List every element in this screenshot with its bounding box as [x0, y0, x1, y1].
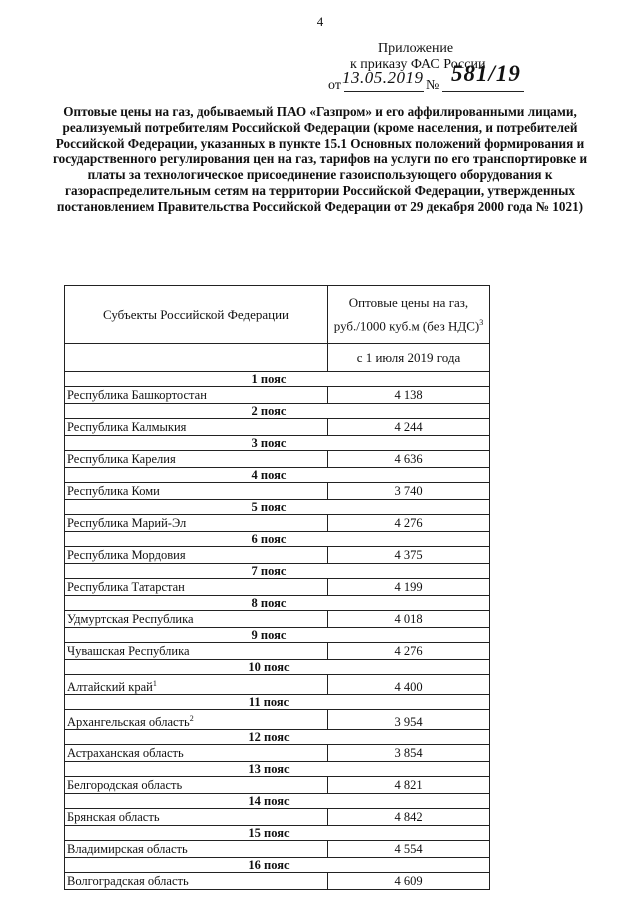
table-row [65, 710, 490, 730]
zone-label: 15 пояс [65, 826, 490, 841]
zone-label: 11 пояс [65, 695, 490, 710]
appendix-header [330, 41, 520, 95]
column-header-prices-line2: руб./1000 куб.м (без НДС) [333, 318, 480, 334]
number-underline [442, 91, 524, 92]
zone-row [65, 564, 490, 579]
date-row [65, 344, 490, 372]
table-row [65, 809, 490, 826]
zone-label: 1 пояс [65, 372, 490, 387]
price-cell: 4 138 [328, 387, 490, 404]
page-number: 4 [316, 14, 324, 29]
region-cell [65, 483, 328, 500]
price-cell: 4 400 [328, 675, 490, 695]
zone-label: 7 пояс [65, 564, 490, 579]
zone-row [65, 730, 490, 745]
zone-label: 6 пояс [65, 532, 490, 547]
region-cell [65, 451, 328, 468]
price-cell: 4 276 [328, 643, 490, 660]
date-row-empty-cell [65, 344, 328, 372]
zone-row [65, 500, 490, 515]
price-cell: 4 244 [328, 419, 490, 436]
price-cell: 4 199 [328, 579, 490, 596]
table-row [65, 841, 490, 858]
region-name: Республика Башкортостан [67, 387, 207, 402]
zone-label: 3 пояс [65, 436, 490, 451]
date-underline [344, 91, 424, 92]
table-row [65, 777, 490, 794]
table-row [65, 419, 490, 436]
table-row [65, 387, 490, 404]
region-name: Республика Карелия [67, 451, 176, 466]
table-row [65, 675, 490, 695]
region-name: Владимирская область [67, 841, 188, 856]
price-cell: 4 276 [328, 515, 490, 532]
region-name: Архангельская область [67, 715, 190, 729]
price-cell: 4 375 [328, 547, 490, 564]
region-cell [65, 809, 328, 826]
price-cell: 4 018 [328, 611, 490, 628]
table-row [65, 451, 490, 468]
region-name: Астраханская область [67, 745, 184, 760]
table-row [65, 611, 490, 628]
zone-label: 9 пояс [65, 628, 490, 643]
date-prefix: от [328, 78, 341, 93]
footnote-mark: 1 [152, 678, 157, 688]
zone-label: 10 пояс [65, 660, 490, 675]
region-name: Белгородская область [67, 777, 183, 792]
region-cell [65, 547, 328, 564]
price-cell: 4 609 [328, 873, 490, 890]
appendix-label: Приложение [378, 41, 454, 56]
appendix-order-ref: к приказу ФАС России [350, 57, 486, 72]
date-label: с 1 июля 2019 года [328, 344, 490, 372]
region-cell [65, 515, 328, 532]
price-cell: 4 636 [328, 451, 490, 468]
region-name: Волгоградская область [67, 873, 189, 888]
table-row [65, 873, 490, 890]
column-header-subjects: Субъекты Российской Федерации [65, 286, 328, 344]
zone-row [65, 404, 490, 419]
number-sign: № [426, 78, 440, 93]
region-cell [65, 745, 328, 762]
zone-label: 13 пояс [65, 762, 490, 777]
table-row [65, 515, 490, 532]
region-name: Республика Мордовия [67, 547, 186, 562]
price-cell: 4 821 [328, 777, 490, 794]
zone-row [65, 596, 490, 611]
table-header-row [65, 286, 490, 344]
region-cell [65, 419, 328, 436]
price-table [64, 285, 490, 890]
region-cell [65, 387, 328, 404]
zone-row [65, 826, 490, 841]
footnote-mark: 2 [189, 713, 194, 723]
footnote-mark: 3 [479, 317, 484, 327]
table-row [65, 483, 490, 500]
zone-label: 2 пояс [65, 404, 490, 419]
price-cell: 4 842 [328, 809, 490, 826]
table-row [65, 547, 490, 564]
region-cell [65, 643, 328, 660]
zone-row [65, 468, 490, 483]
region-name: Республика Марий-Эл [67, 515, 187, 530]
region-cell [65, 777, 328, 794]
zone-label: 4 пояс [65, 468, 490, 483]
table-row [65, 643, 490, 660]
zone-label: 5 пояс [65, 500, 490, 515]
region-cell [65, 611, 328, 628]
zone-row [65, 695, 490, 710]
region-name: Республика Коми [67, 483, 160, 498]
region-cell [65, 675, 328, 695]
price-cell: 3 854 [328, 745, 490, 762]
region-name: Удмуртская Республика [67, 611, 194, 626]
zone-label: 8 пояс [65, 596, 490, 611]
region-name: Республика Татарстан [67, 579, 185, 594]
table-row [65, 745, 490, 762]
price-cell: 3 954 [328, 710, 490, 730]
region-name: Алтайский край [67, 680, 153, 694]
zone-row [65, 794, 490, 809]
zone-label: 14 пояс [65, 794, 490, 809]
zone-row [65, 660, 490, 675]
zone-label: 16 пояс [65, 858, 490, 873]
zone-label: 12 пояс [65, 730, 490, 745]
region-name: Республика Калмыкия [67, 419, 187, 434]
column-header-prices [328, 286, 490, 344]
region-name: Брянская область [67, 809, 160, 824]
column-header-prices-line1: Оптовые цены на газ, [348, 294, 469, 310]
handwritten-date: 13.05.2019 [342, 68, 424, 87]
zone-row [65, 762, 490, 777]
zone-row [65, 858, 490, 873]
region-name: Чувашская Республика [67, 643, 190, 658]
region-cell [65, 579, 328, 596]
zone-row [65, 532, 490, 547]
region-cell [65, 710, 328, 730]
zone-row [65, 628, 490, 643]
table-row [65, 579, 490, 596]
handwritten-order-number: 581/19 [451, 61, 521, 86]
region-cell [65, 873, 328, 890]
zone-row [65, 372, 490, 387]
region-cell [65, 841, 328, 858]
price-cell: 3 740 [328, 483, 490, 500]
zone-row [65, 436, 490, 451]
document-title: Оптовые цены на газ, добываемый ПАО «Газпром» и его аффилированными лицами, реализуемый потребителям Российской Федерации (кроме населения, и потребителей Российской Федерации, указанных в пункте 15.1 Основных положений формирования и государственного регулирования цен на газ, тарифов на услуги по его транспортировке и платы за технологическое присоединение газоиспользующего оборудования к газораспределительным сетям на территории Российской Федерации, утвержденных постановлением Правительства Российской Федерации от 29 декабря 2000 года № 1021) [52, 104, 588, 214]
price-cell: 4 554 [328, 841, 490, 858]
